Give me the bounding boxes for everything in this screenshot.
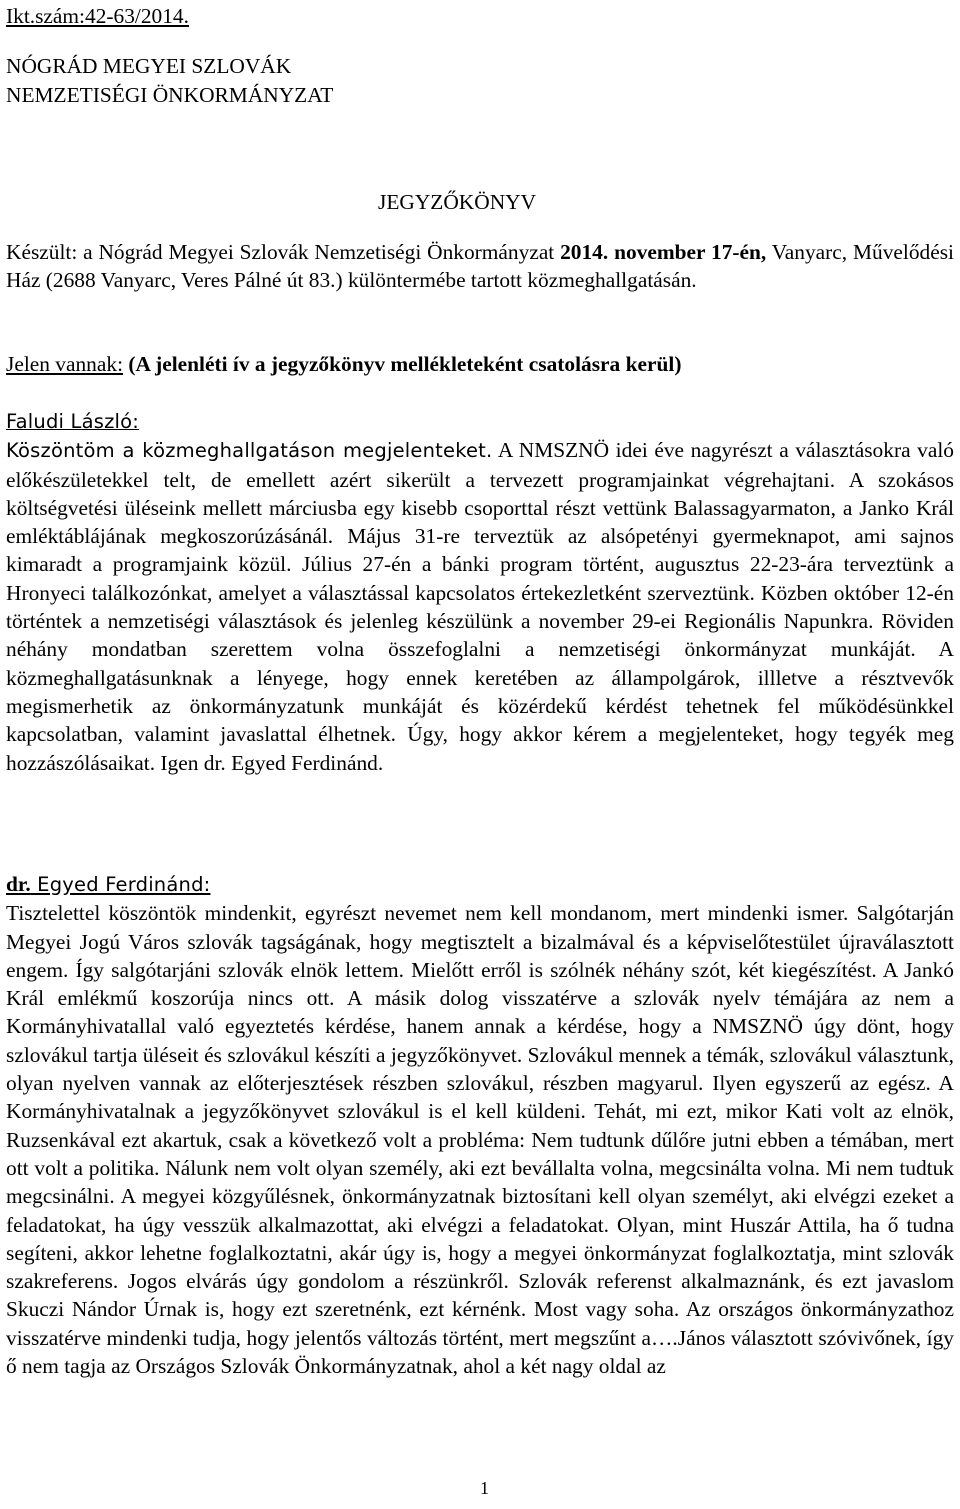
organization-name-line1: NÓGRÁD MEGYEI SZLOVÁK bbox=[6, 54, 292, 78]
present-label: Jelen vannak: bbox=[6, 352, 124, 376]
registration-number: Ikt.szám:42-63/2014. bbox=[6, 4, 189, 28]
speech-egyed bbox=[6, 870, 954, 1380]
present-text: (A jelenléti ív a jegyzőkönyv mellékleteként csatolásra kerül) bbox=[123, 352, 682, 376]
speech-faludi bbox=[6, 408, 954, 777]
page-number: 1 bbox=[480, 1478, 489, 1498]
organization-name bbox=[6, 52, 333, 110]
present-paragraph bbox=[6, 350, 954, 378]
speaker-egyed-title: dr. bbox=[6, 872, 31, 896]
intro-paragraph bbox=[6, 238, 954, 295]
meeting-date: 2014. november 17-én, bbox=[560, 240, 767, 264]
speaker-egyed-name: Egyed Ferdinánd: bbox=[30, 873, 211, 896]
speaker-egyed bbox=[6, 870, 954, 899]
speech-egyed-text: Tisztelettel köszöntök mindenkit, egyrészt nevemet nem kell mondanom, mert mindenki ismer. Salgótarján Megyei Jogú Város szlovák tagságának, hogy megtisztelt a bizalmával és a képviselőtestület újraválasztott engem. Így salgótarjáni szlovák elnök lettem. Mielőtt erről is szólnék néhány szót, két kiegészítést. A Jankó Král emlékmű koszorúja nincs ott. A másik dolog visszatérve a szlovák nyelv témájára az nem a Kormányhivatallal való egyeztetés kérdése, hanem annak a kérdése, hogy a NMSZNÖ úgy dönt, hogy szlovákul tartja üléseit és szlovákul készíti a jegyzőkönyvet. Szlovákul mennek a témák, szlovákul választunk, olyan nyelven vannak az előterjesztések részben szlovákul, részben magyarul. Ilyen egyszerű az egész. A Kormányhivatalnak a jegyzőkönyvet szlovákul is el kell küldeni. Tehát, mi ezt, mikor Kati volt az elnök, Ruzsenkával ezt akartuk, csak a következő volt a probléma: Nem tudtunk dűlőre jutni ebben a témában, mert ott volt a politika. Nálunk nem volt olyan személy, aki ezt bevállalta volna, megcsinálta volna. Mi nem tudtuk megcsinálni. A megyei közgyűlésnek, önkormányzatnak biztosítani kell olyan személyt, aki elvégzi ezeket a feladatokat, ha úgy vesszük alkalmazottat, aki elvégzi a feladatokat. Olyan, mint Huszár Attila, ha ő tudna segíteni, akkor lehetne foglalkoztatni, akár úgy is, hogy a megyei önkormányzat foglalkoztatja, mint szlovák szakreferens. Jogos elvárás úgy gondolom a részünkről. Szlovák referenst alkalmaznánk, és ezt javaslom Skuczi Nándor Úrnak is, hogy ezt szeretnénk, ezt kérnénk. Most vagy soha. Az országos önkormányzathoz visszatérve mindenki tudja, hogy jelentős változás történt, mert megszűnt a….János választott szóvivőnek, így ő nem tagja az Országos Szlovák Önkormányzatnak, ahol a két nagy oldal az bbox=[6, 901, 954, 1379]
intro-rest: Vanyarc, Művelődési Ház (2688 Vanyarc, Veres Pálné út 83.) különtermébe tartott közmeghallgatásán. bbox=[6, 240, 954, 293]
speaker-faludi: Faludi László: bbox=[6, 410, 140, 433]
document-title: JEGYZŐKÖNYV bbox=[378, 190, 537, 214]
organization-name-line2: NEMZETISÉGI ÖNKORMÁNYZAT bbox=[6, 83, 334, 107]
speech-faludi-text: A NMSZNÖ idei éve nagyrészt a választásokra való előkészületekkel telt, de emellett azért sikerült a tervezett programjainkat végrehajtani. A szokásos költségvetési üléseink mellett márciusba egy kisebb csoporttal részt vettünk Balassagyarmaton, a Janko Král emléktáblájának megkoszorúzásánál. Május 31-re terveztük az alsópetényi gyermeknapot, ami sajnos kimaradt a programjaink közül. Július 27-én a bánki program történt, augusztus 22-23-ára terveztünk a Hronyeci találkozónkat, amelyet a választással kapcsolatos értekezletként szerveztünk. Közben október 12-én történtek a nemzetiségi választások és jelenleg készülünk a november 29-ei Regionális Napunkra. Röviden néhány mondatban szerettem volna összefoglalni a nemzetiségi önkormányzat munkáját. A közmeghallgatásunknak a lényege, hogy ennek keretében az állampolgárok, illletve a résztvevők megismerhetik az önkormányzatunk munkáját és közérdekű kérdést tehetnek fel működésünkkel kapcsolatban, valamint javaslattal élhetnek. Úgy, hogy akkor kérem a megjelenteket, hogy tegyék meg hozzászólásaikat. Igen dr. Egyed Ferdinánd. bbox=[6, 438, 954, 775]
speech-faludi-opening: Köszöntöm a közmeghallgatáson megjelenteket. bbox=[6, 439, 493, 463]
intro-prefix: Készült: a Nógrád Megyei Szlovák Nemzetiségi Önkormányzat bbox=[6, 240, 561, 264]
